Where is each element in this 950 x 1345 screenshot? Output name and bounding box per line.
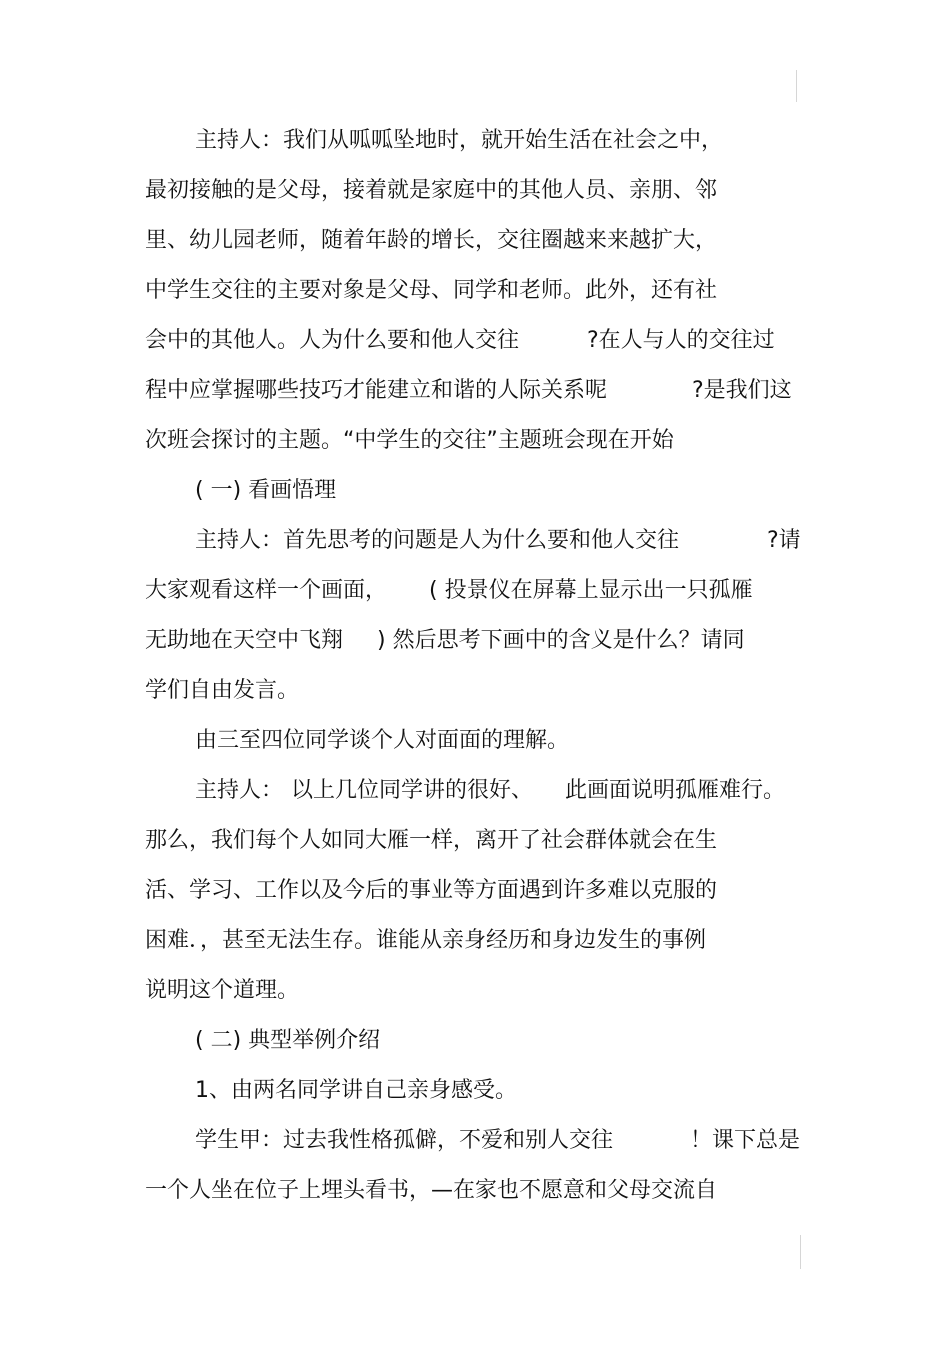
text-segment: ！课下总是 bbox=[690, 1128, 801, 1153]
text-segment: 主持人： bbox=[195, 778, 284, 803]
text-segment: ?在人与人的交往过 bbox=[587, 328, 775, 353]
text-segment: 一个人坐在位子上埋头看书，—在家也不愿意和父母交流自 bbox=[145, 1178, 718, 1203]
text-segment: ?请 bbox=[767, 528, 801, 553]
text-segment: 主持人：首先思考的问题是人为什么要和他人交往 bbox=[195, 528, 680, 553]
text-segment: 此画面说明孤雁难行。 bbox=[565, 778, 786, 803]
text-segment: 无助地在天空中飞翔 bbox=[145, 628, 344, 653]
text-segment: 说明这个道理。 bbox=[145, 978, 300, 1003]
text-segment: ( 一) 看画悟理 bbox=[195, 478, 337, 503]
text-segment: ( 二) 典型举例介绍 bbox=[195, 1028, 381, 1053]
text-segment: ( 投景仪在屏幕上显示出一只孤雁 bbox=[429, 578, 753, 603]
text-segment: 困难．，甚至无法生存。谁能从亲身经历和身边发生的事例 bbox=[145, 928, 707, 953]
text-segment: 大家观看这样一个画面， bbox=[145, 578, 388, 603]
text-segment: 程中应掌握哪些技巧才能建立和谐的人际关系呢 bbox=[145, 378, 608, 403]
text-segment: 学们自由发言。 bbox=[145, 678, 300, 703]
text-segment: 中学生交往的主要对象是父母、同学和老师。此外，还有社 bbox=[145, 278, 718, 303]
text-segment: ) 然后思考下画中的含义是什么？请同 bbox=[377, 628, 745, 653]
text-segment: 那么，我们每个人如同大雁一样，离开了社会群体就会在生 bbox=[145, 828, 718, 853]
bottom-right-margin-mark bbox=[800, 1235, 801, 1269]
text-segment: 1、由两名同学讲自己亲身感受。 bbox=[195, 1078, 517, 1103]
text-segment: 由三至四位同学谈个人对面面的理解。 bbox=[195, 728, 570, 753]
text-segment: 学生甲：过去我性格孤僻，不爱和别人交往 bbox=[195, 1128, 614, 1153]
top-right-margin-mark bbox=[796, 70, 797, 102]
text-segment: 活、学习、工作以及今后的事业等方面遇到许多难以克服的 bbox=[145, 878, 718, 903]
text-segment: 里、幼儿园老师，随着年龄的增长，交往圈越来来越扩大， bbox=[145, 228, 718, 253]
text-segment: 会中的其他人。人为什么要和他人交往 bbox=[145, 328, 520, 353]
text-segment: ?是我们这 bbox=[692, 378, 792, 403]
text-segment: 主持人：我们从呱呱坠地时，就开始生活在社会之中， bbox=[195, 128, 724, 153]
text-segment: 最初接触的是父母，接着就是家庭中的其他人员、亲朋、邻 bbox=[145, 178, 718, 203]
text-segment: 次班会探讨的主题。“中学生的交往”主题班会现在开始 bbox=[145, 428, 674, 453]
text-segment: 以上几位同学讲的很好、 bbox=[291, 778, 534, 803]
